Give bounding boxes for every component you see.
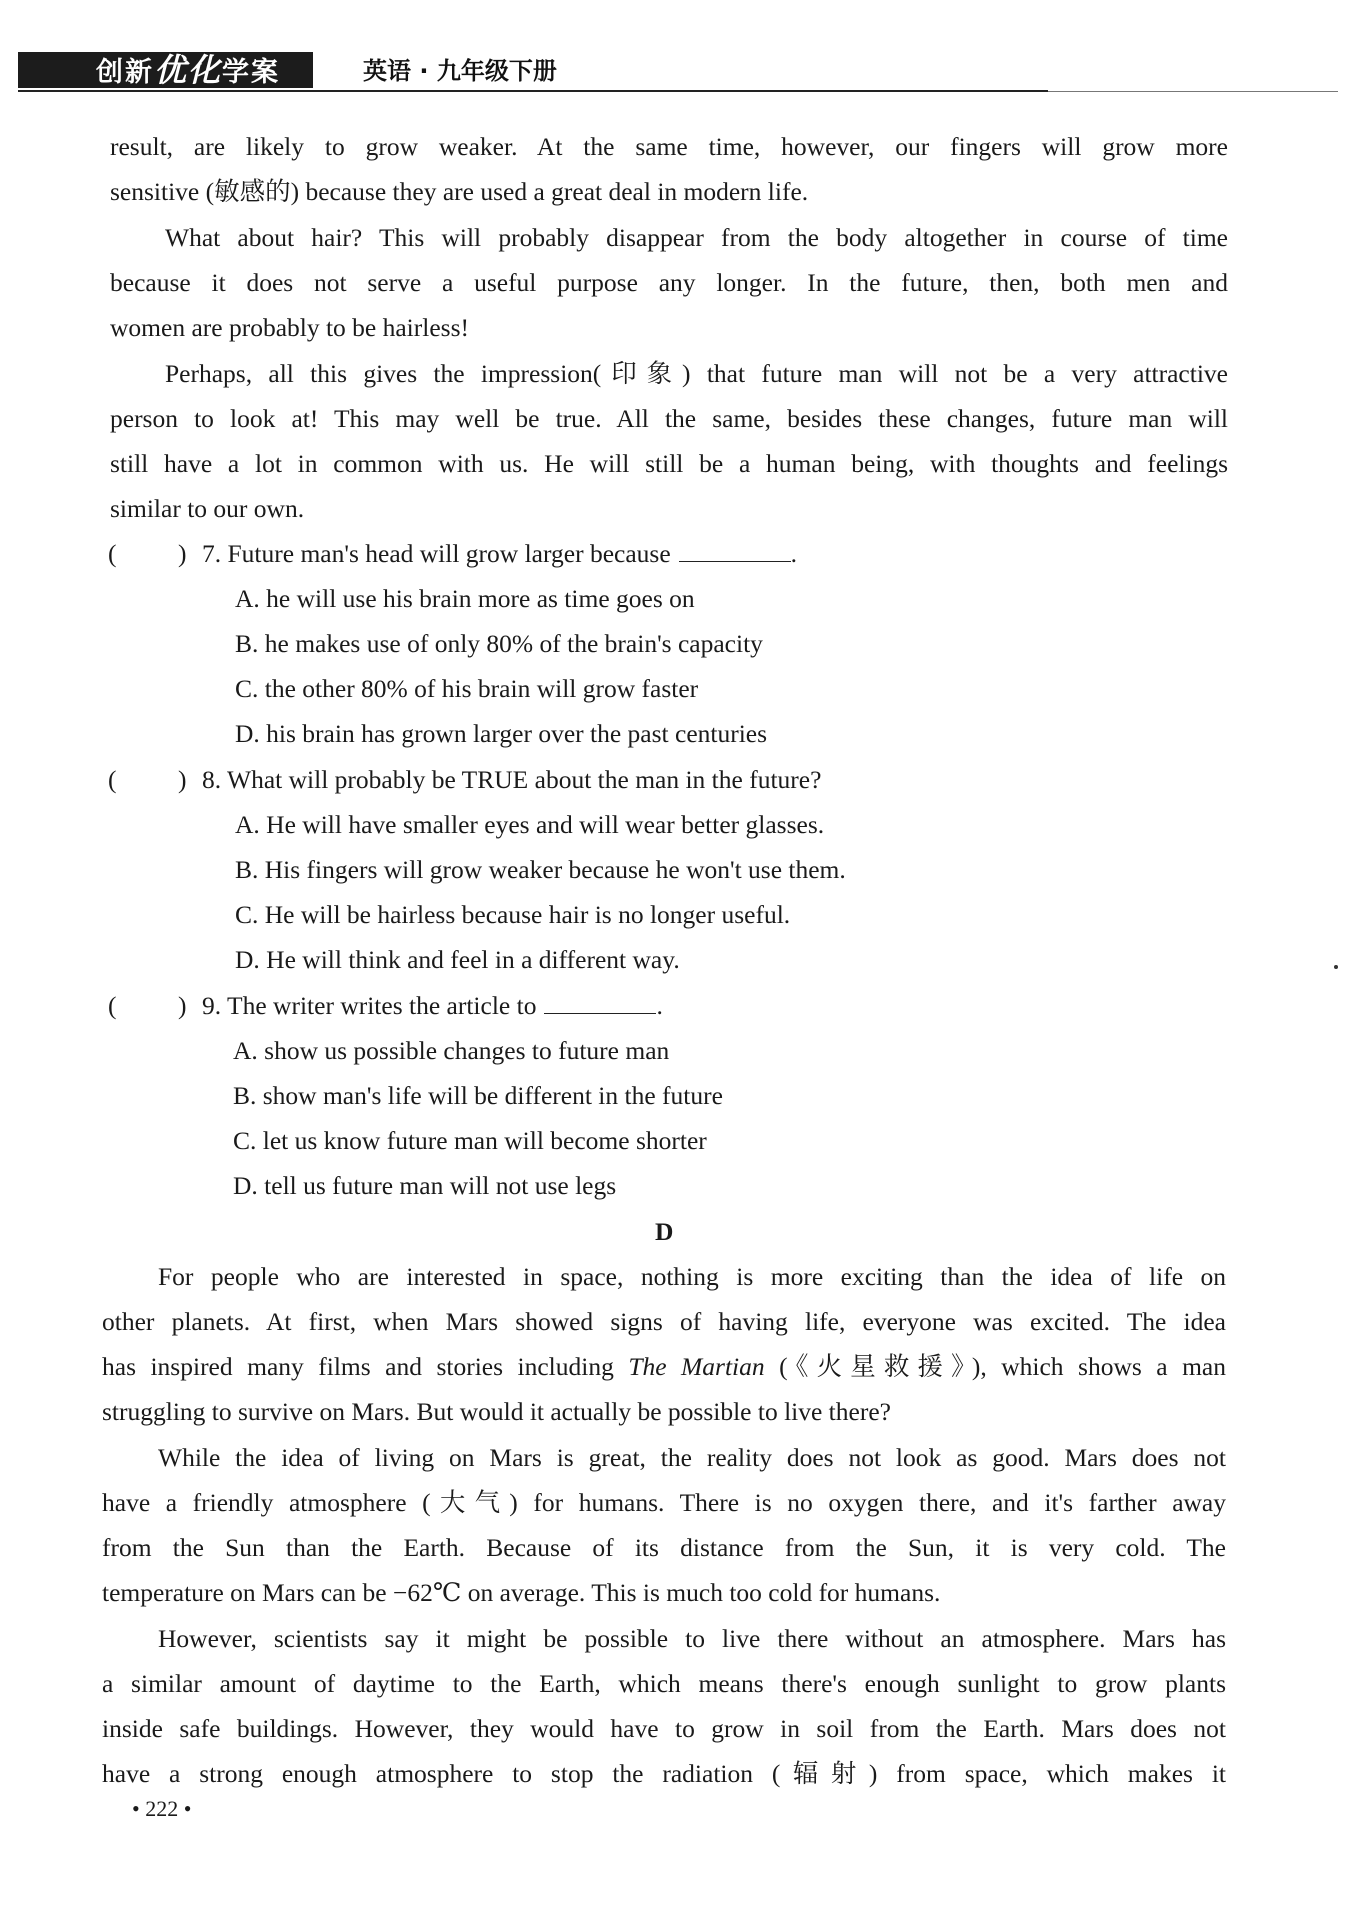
question-option: D. He will think and feel in a different way. bbox=[235, 945, 680, 974]
margin-dot bbox=[1334, 965, 1338, 969]
paragraph-line: Perhaps, all this gives the impression(印象) that future man will not be a very attractive bbox=[165, 359, 1228, 388]
question-option: D. tell us future man will not use legs bbox=[233, 1171, 617, 1200]
question-option: C. the other 80% of his brain will grow faster bbox=[235, 674, 699, 703]
paragraph-line: person to look at! This may well be true. All the same, besides these changes, future man will bbox=[110, 404, 1228, 433]
paragraph-line: inside safe buildings. However, they would have to grow in soil from the Earth. Mars does not bbox=[102, 1714, 1226, 1743]
question-option: C. let us know future man will become shorter bbox=[233, 1126, 707, 1155]
question-stem: 7. Future man's head will grow larger because . bbox=[202, 539, 798, 568]
answer-paren-close: ) bbox=[178, 765, 187, 794]
question-option: A. He will have smaller eyes and will wear better glasses. bbox=[235, 810, 825, 839]
brand-part-3: 学案 bbox=[222, 57, 281, 88]
question-stem: 8. What will probably be TRUE about the man in the future? bbox=[202, 765, 822, 794]
answer-paren-close: ) bbox=[178, 539, 187, 568]
paragraph-line: While the idea of living on Mars is great, the reality does not look as good. Mars does not bbox=[158, 1443, 1226, 1472]
answer-paren-close: ) bbox=[178, 991, 187, 1020]
paragraph-line: struggling to survive on Mars. But would it actually be possible to live there? bbox=[102, 1397, 891, 1426]
header-divider-thin bbox=[1048, 91, 1338, 92]
question-option: C. He will be hairless because hair is no longer useful. bbox=[235, 900, 791, 929]
paragraph-line: has inspired many films and stories including The Martian (《火星救援》), which shows a man bbox=[102, 1352, 1226, 1381]
series-brand bbox=[18, 52, 313, 88]
section-label: D bbox=[655, 1217, 674, 1246]
paragraph-line: have a friendly atmosphere (大气) for humans. There is no oxygen there, and it's farther away bbox=[102, 1488, 1226, 1517]
brand-part-1: 创新 bbox=[96, 57, 154, 88]
paragraph-line: temperature on Mars can be −62℃ on average. This is much too cold for humans. bbox=[102, 1578, 941, 1607]
book-title: 英语 · 九年级下册 bbox=[363, 57, 557, 85]
paragraph-line: other planets. At first, when Mars showed signs of having life, everyone was excited. The idea bbox=[102, 1307, 1226, 1336]
answer-paren-open: ( bbox=[108, 765, 117, 794]
page-header bbox=[18, 52, 1338, 92]
paragraph-line: sensitive (敏感的) because they are used a great deal in modern life. bbox=[110, 177, 809, 206]
answer-paren-open: ( bbox=[108, 539, 117, 568]
answer-blank bbox=[679, 539, 791, 562]
paragraph-line: What about hair? This will probably disappear from the body altogether in course of time bbox=[165, 223, 1228, 252]
question-option: B. show man's life will be different in the future bbox=[233, 1081, 723, 1110]
paragraph-line: have a strong enough atmosphere to stop the radiation (辐射) from space, which makes it bbox=[102, 1759, 1226, 1788]
question-option: A. show us possible changes to future man bbox=[233, 1036, 670, 1065]
question-option: B. His fingers will grow weaker because he won't use them. bbox=[235, 855, 846, 884]
paragraph-line: For people who are interested in space, nothing is more exciting than the idea of life on bbox=[158, 1262, 1226, 1291]
brand-part-2: 优化 bbox=[154, 51, 223, 89]
paragraph-line: still have a lot in common with us. He will still be a human being, with thoughts and feelings bbox=[110, 449, 1228, 478]
paragraph-line: However, scientists say it might be possible to live there without an atmosphere. Mars has bbox=[158, 1624, 1226, 1653]
question-stem: 9. The writer writes the article to . bbox=[202, 991, 663, 1020]
paragraph-line: from the Sun than the Earth. Because of its distance from the Sun, it is very cold. The bbox=[102, 1533, 1226, 1562]
paragraph-line: result, are likely to grow weaker. At the same time, however, our fingers will grow more bbox=[110, 132, 1228, 161]
paragraph-line: a similar amount of daytime to the Earth, which means there's enough sunlight to grow plants bbox=[102, 1669, 1226, 1698]
question-option: D. his brain has grown larger over the past centuries bbox=[235, 719, 768, 748]
answer-blank bbox=[544, 991, 656, 1014]
paragraph-line: similar to our own. bbox=[110, 494, 305, 523]
question-option: A. he will use his brain more as time goes on bbox=[235, 584, 695, 613]
page-number: • 222 • bbox=[132, 1796, 192, 1821]
paragraph-line: women are probably to be hairless! bbox=[110, 313, 470, 342]
answer-paren-open: ( bbox=[108, 991, 117, 1020]
header-divider bbox=[18, 90, 1048, 92]
film-title: The Martian bbox=[628, 1352, 765, 1381]
question-option: B. he makes use of only 80% of the brain's capacity bbox=[235, 629, 763, 658]
paragraph-line: because it does not serve a useful purpose any longer. In the future, then, both men and bbox=[110, 268, 1228, 297]
